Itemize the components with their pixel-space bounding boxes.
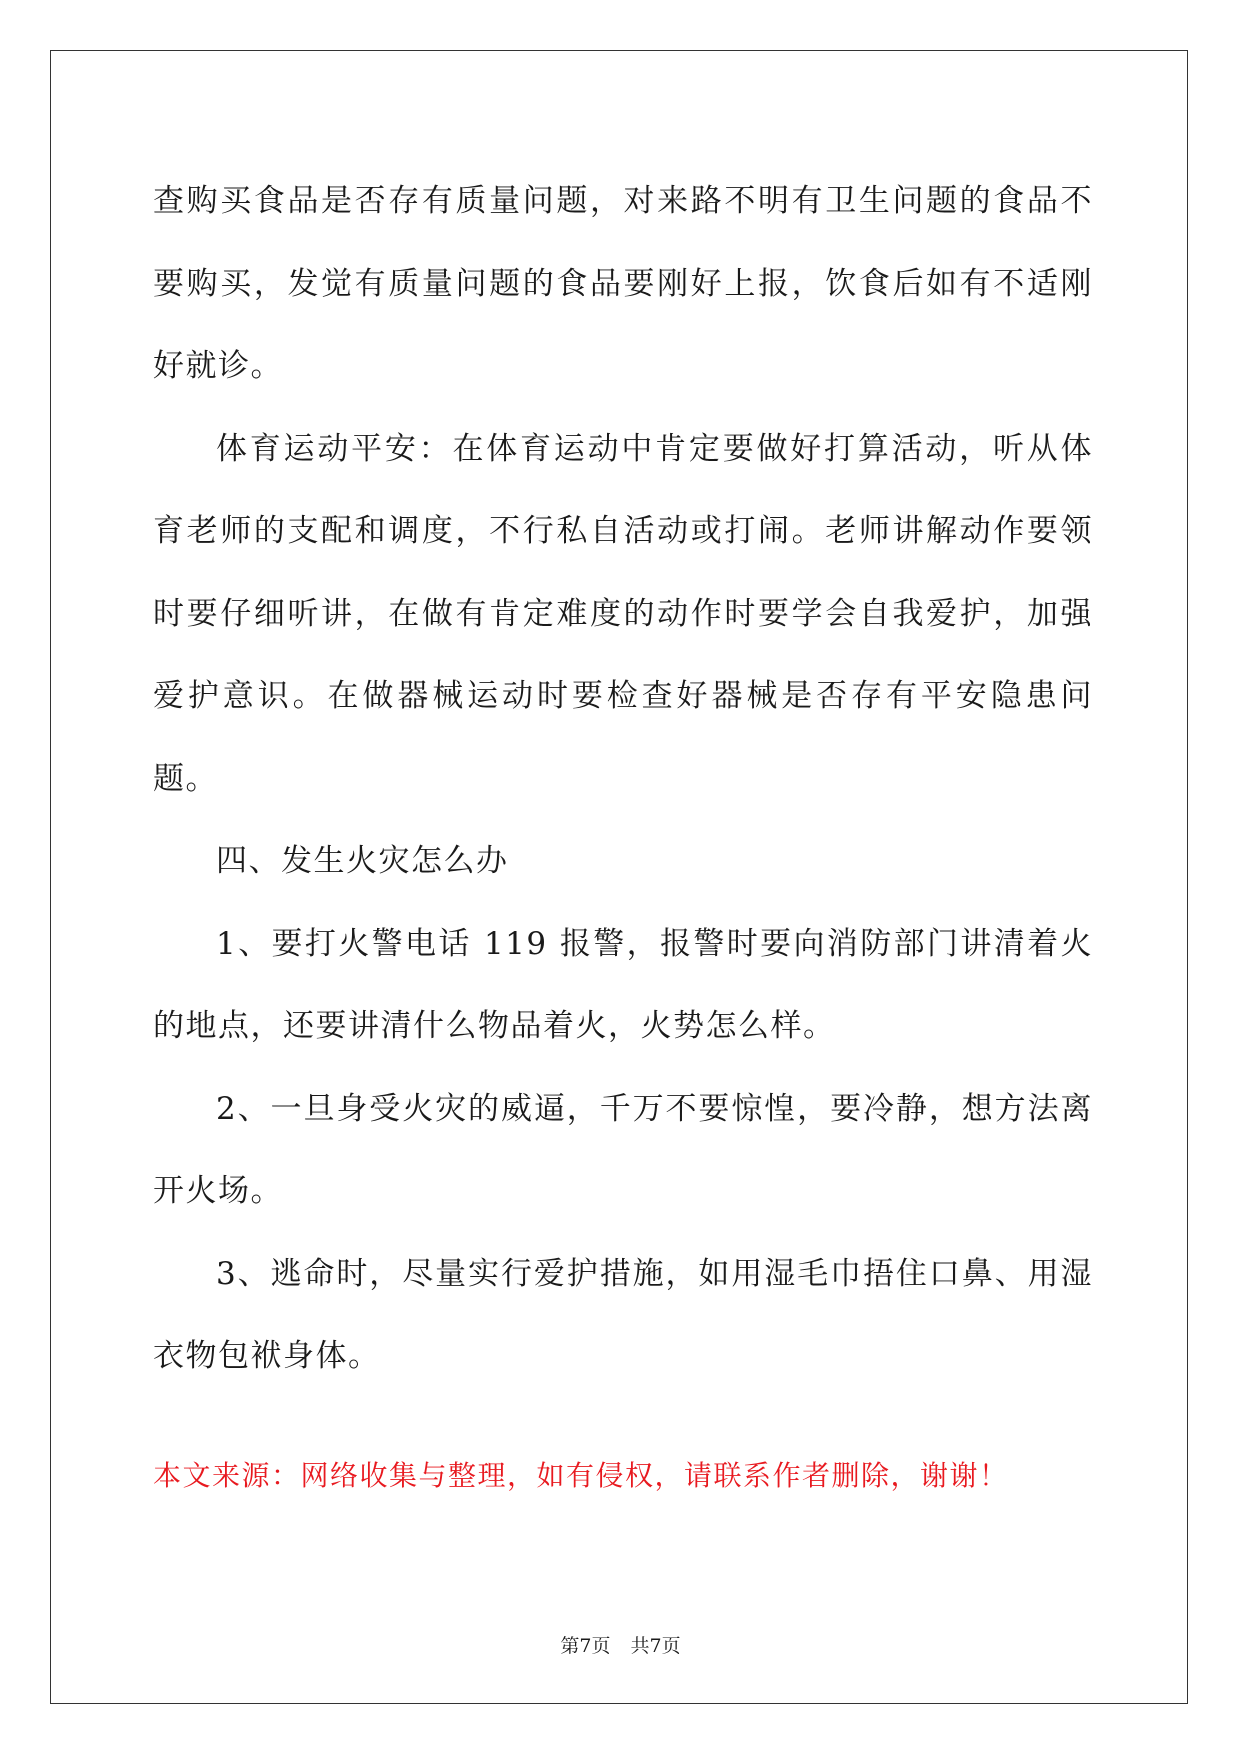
section-heading-fire: 四、发生火灾怎么办 — [216, 843, 509, 879]
list-item-fire-2: 2、一旦身受火灾的威逼，千万不要惊惶，要冷静，想方法离开火场。 — [153, 1090, 1093, 1209]
page-footer — [0, 1634, 1241, 1658]
page-number-current: 第7页 — [560, 1635, 611, 1657]
page-number-total: 共7页 — [630, 1635, 681, 1657]
source-notice: 本文来源：网络收集与整理，如有侵权，请联系作者删除，谢谢！ — [153, 1458, 1009, 1492]
list-item-fire-3: 3、逃命时，尽量实行爱护措施，如用湿毛巾捂住口鼻、用湿衣物包袱身体。 — [153, 1255, 1093, 1374]
paragraph-food-safety: 查购买食品是否存有质量问题，对来路不明有卫生问题的食品不要购买，发觉有质量问题的食品要刚好上报，饮食后如有不适刚好就诊。 — [153, 183, 1093, 384]
document-body — [153, 160, 1093, 1496]
list-item-fire-1: 1、要打火警电话 119 报警，报警时要向消防部门讲清着火的地点，还要讲清什么物品着火，火势怎么样。 — [153, 925, 1093, 1044]
paragraph-sports-safety: 体育运动平安：在体育运动中肯定要做好打算活动，听从体育老师的支配和调度，不行私自活动或打闹。老师讲解动作要领时要仔细听讲，在做有肯定难度的动作时要学会自我爱护，加强爱护意识。在做器械运动时要检查好器械是否存有平安隐患问题。 — [153, 430, 1093, 797]
